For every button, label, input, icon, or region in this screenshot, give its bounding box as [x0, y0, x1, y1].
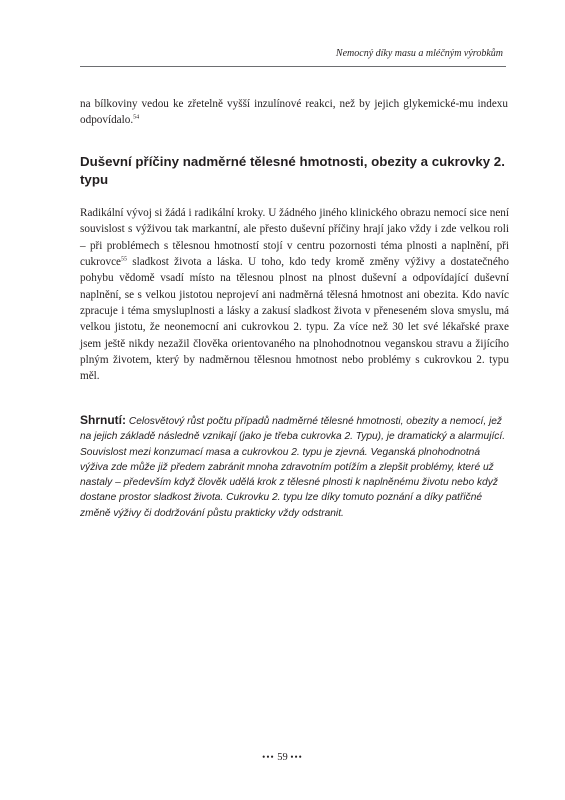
section-heading: Duševní příčiny nadměrné tělesné hmotnosti, obezity a cukrovky 2. typu	[80, 154, 505, 187]
summary-label: Shrnutí:	[80, 413, 126, 427]
footnote-ref-54: 54	[133, 114, 140, 121]
body-text-part2: sladkost života a láska. U toho, kdo tedy kromě změny výživy a dostatečného pohybu vědomě vsadí místo na tělesnou plnost na plnost duševní a odpovídající duševní naplnění, se s velkou jistotou neprojeví ani nadměrná tělesná hmotnost ani obezita. Kdo navíc zpracuje i téma smysluplnosti a lásky a zakusí sladkost života v přeneseném slova smyslu, má velkou jistotu, že neonemocní ani cukrovkou 2. typu. Za více než 30 let své lékařské praxe jsem ještě nikdy nezažil člověka orientovaného na plnohodnotnou veganskou stravu a žijícího plným životem, který by nadměrnou tělesnou hmotnost nebo problémy s cukrovkou 2. typu měl.	[80, 256, 509, 383]
intro-paragraph	[80, 96, 508, 128]
intro-text: na bílkoviny vedou ke zřetelně vyšší inzulínové reakci, než by jejich glykemické-mu indexu odpovídalo.	[80, 98, 508, 127]
body-text-part1: Radikální vývoj si žádá i radikální kroky. U žádného jiného klinického obrazu nemocí sice není souvislost s výživou tak markantní, ale přesto duševní příčiny hrají jako vždy i zde velkou roli – při problémech s tělesnou hmotností stojí v centru pozornosti téma plnosti a naplnění, při cukrovce	[80, 207, 509, 269]
summary-box	[80, 413, 509, 521]
page-number: 59	[277, 752, 288, 763]
header-rule	[80, 66, 506, 67]
footer-dots-left: •••	[262, 752, 275, 762]
running-header: Nemocný díky masu a mléčným výrobkům	[335, 48, 503, 59]
page-footer	[0, 750, 565, 765]
footnote-ref-55: 55	[121, 256, 127, 263]
summary-text: Celosvětový růst počtu případů nadměrné tělesné hmotnosti, obezity a nemocí, jež na jejich základě následně vznikají (jako je třeba cukrovka 2. Typu), je dramatický a alarmující. Souvislost mezi konzumací masa a cukrovkou 2. typu je zjevná. Veganská plnohodnotná výživa zde může již předem zabránit mnoha zdravotním potížím a zlepšit problémy, které už nastaly – především když člověk udělá krok z tělesné plnosti k naplněnému životu nebo když dostane prostor sladkost života. Cukrovku 2. typu lze díky tomuto poznání a díky patřičné změně výživy či dodržování půstu prakticky vždy odstranit.	[80, 416, 506, 519]
footer-dots-right: •••	[290, 752, 303, 762]
body-paragraph	[80, 205, 509, 385]
